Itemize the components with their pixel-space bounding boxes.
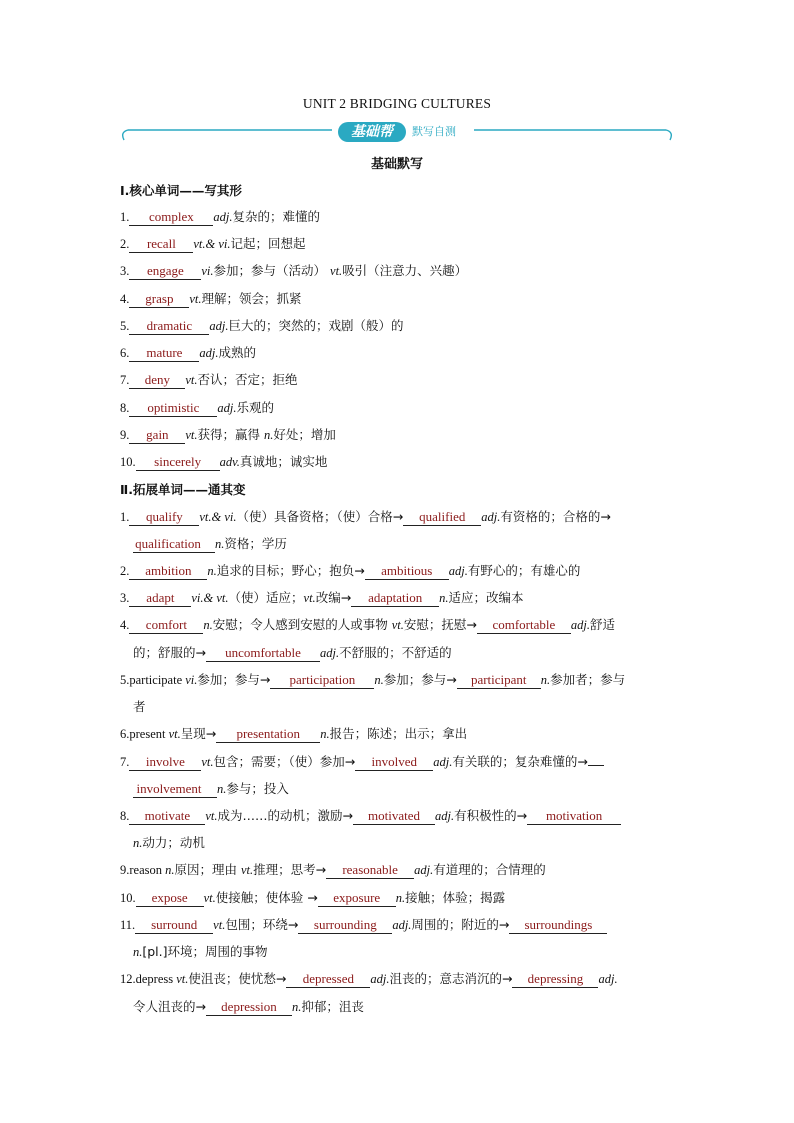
answer-blank: depression [206, 999, 292, 1016]
answer-blank: comfort [129, 617, 203, 634]
item-2-7: 7. involve vt.包含；需要；（使）参加→ involved adj.有关联的；复杂难懂的→ [120, 752, 604, 772]
item-2-3: 3. adapt vi.& vt.（使）适应；vt.改编→ adaptation n.适应；改编本 [120, 590, 524, 605]
answer-blank: comfortable [477, 617, 571, 634]
answer-blank: surroundings [509, 917, 607, 934]
item-2-12: 12.depress vt.使沮丧；使忧愁→ depressed adj.沮丧的；意志消沉的→ depressing adj. [120, 971, 618, 986]
answer-blank: involvement [133, 781, 217, 798]
answer-blank: depressing [512, 971, 598, 988]
item-2-2: 2. ambition n.追求的目标；野心；抱负→ ambitious adj.有野心的；有雄心的 [120, 563, 581, 578]
answer-blank: deny [129, 372, 185, 389]
answer-blank: gain [129, 427, 185, 444]
answer-blank: optimistic [129, 400, 217, 417]
answer-blank-continued [588, 765, 604, 766]
item-2-1: 1. qualify vt.& vi.（使）具备资格；（使）合格→ qualified adj.有资格的；合格的→ [120, 509, 611, 524]
item-2-8: 8. motivate vt.成为……的动机；激励→ motivated adj.有积极性的→ motivation [120, 806, 621, 826]
answer-blank: dramatic [129, 318, 209, 335]
answer-blank: sincerely [136, 454, 220, 471]
item-2-10: 10. expose vt.使接触；使体验 → exposure n.接触；体验；揭露 [120, 890, 506, 905]
answer-blank: ambition [129, 563, 207, 580]
item-2-1-cont: qualification n.资格；学历 [133, 534, 287, 554]
item-2-6: 6.present vt.呈现→ presentation n.报告；陈述；出示；拿出 [120, 726, 468, 741]
answer-blank: grasp [129, 291, 189, 308]
answer-blank: reasonable [326, 862, 414, 879]
answer-blank: surround [135, 917, 213, 934]
answer-blank: depressed [286, 971, 370, 988]
item-2-11-cont: n.[pl.]环境；周围的事物 [133, 944, 268, 959]
item-5: 5. dramatic adj.巨大的；突然的；戏剧（般）的 [120, 318, 404, 333]
section-banner [118, 118, 678, 146]
answer-blank: surrounding [298, 917, 392, 934]
answer-blank: motivate [129, 808, 205, 825]
item-2-5: 5.participate vi.参加；参与→ participation n.参加；参与→ participant n.参加者；参与 [120, 672, 626, 687]
answer-blank: exposure [318, 890, 396, 907]
section-heading-2: Ⅱ.拓展单词——通其变 [120, 482, 246, 497]
answer-blank: mature [129, 345, 199, 362]
answer-blank: expose [136, 890, 204, 907]
answer-blank: ambitious [365, 563, 449, 580]
banner-label: 基础帮 [338, 122, 406, 142]
answer-blank: adaptation [351, 590, 439, 607]
item-2-12-cont: 令人沮丧的→ depression n.抑郁；沮丧 [133, 999, 364, 1014]
item-3: 3. engage vi.参加；参与（活动） vt.吸引（注意力、兴趣） [120, 263, 468, 278]
section-heading-1: Ⅰ.核心单词——写其形 [120, 183, 242, 198]
answer-blank: qualified [403, 509, 481, 526]
answer-blank: recall [129, 236, 193, 253]
item-2-4-cont: 的；舒服的→ uncomfortable adj.不舒服的；不舒适的 [133, 645, 452, 660]
item-2-8-cont: n.动力；动机 [133, 835, 205, 850]
answer-blank: adapt [129, 590, 191, 607]
answer-blank: participation [270, 672, 374, 689]
sub-heading: 基础默写 [370, 157, 423, 172]
answer-blank: qualify [129, 509, 199, 526]
item-10: 10. sincerely adv.真诚地；诚实地 [120, 454, 328, 469]
answer-blank: involve [129, 754, 201, 771]
answer-blank: motivated [353, 808, 435, 825]
item-6: 6. mature adj.成熟的 [120, 345, 256, 360]
item-2-9: 9.reason n.原因；理由 vt.推理；思考→ reasonable adj.有道理的；合情理的 [120, 862, 546, 877]
item-7: 7. deny vt.否认；否定；拒绝 [120, 372, 298, 387]
answer-blank: presentation [216, 726, 320, 743]
banner-subtitle: 默写自测 [412, 125, 456, 138]
item-2: 2. recall vt.& vi.记起；回想起 [120, 236, 306, 251]
item-2-7-cont: involvement n.参与；投入 [133, 779, 289, 799]
answer-blank: engage [129, 263, 201, 280]
item-9: 9. gain vt.获得；赢得 n.好处；增加 [120, 427, 336, 442]
answer-blank: involved [355, 754, 433, 771]
item-4: 4. grasp vt.理解；领会；抓紧 [120, 291, 302, 306]
item-2-4: 4. comfort n.安慰；令人感到安慰的人或事物 vt.安慰；抚慰→ comfortable adj.舒适 [120, 617, 615, 632]
answer-blank: uncomfortable [206, 645, 320, 662]
answer-blank: qualification [133, 536, 215, 553]
item-2-5-cont: 者 [133, 699, 146, 714]
item-8: 8. optimistic adj.乐观的 [120, 400, 274, 415]
answer-blank: motivation [527, 808, 621, 825]
answer-blank: complex [129, 209, 213, 226]
item-1: 1. complex adj.复杂的；难懂的 [120, 209, 320, 224]
answer-blank: participant [457, 672, 541, 689]
item-2-11: 11. surround vt.包围；环绕→ surrounding adj.周围的；附近的→ surroundings [120, 915, 607, 935]
unit-title: UNIT 2 BRIDGING CULTURES [302, 96, 492, 111]
